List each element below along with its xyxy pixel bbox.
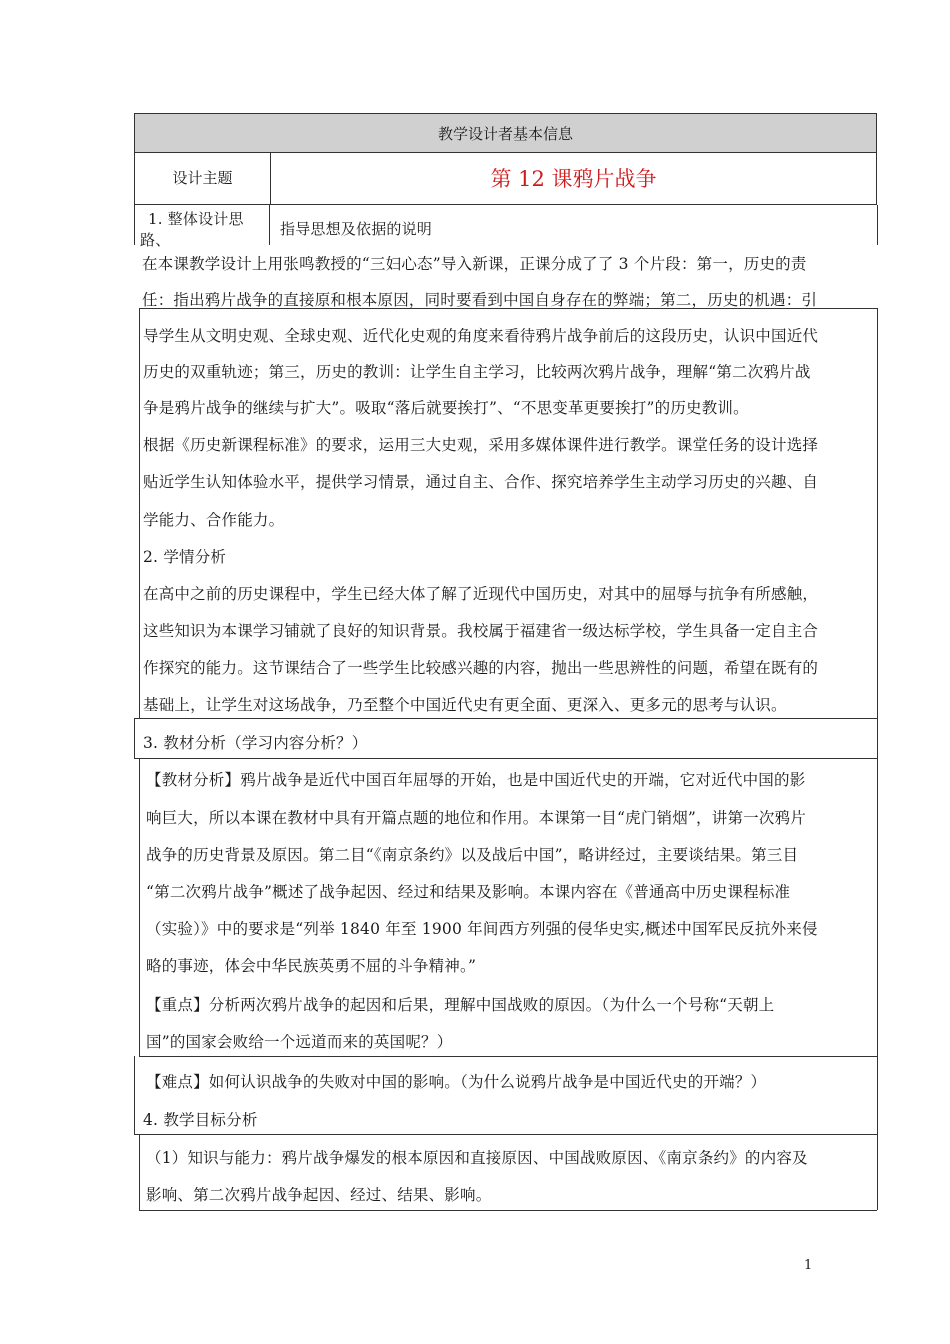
section2-heading: 2. 学情分析	[143, 548, 227, 566]
border-right-5	[877, 1134, 878, 1210]
section1-line: 学能力、合作能力。	[143, 511, 285, 529]
section3-line: 【难点】如何认识战争的失败对中国的影响。（为什么说鸦片战争是中国近代史的开端？）	[146, 1073, 767, 1091]
border-h5	[134, 1134, 877, 1135]
border-left-5	[139, 1134, 140, 1210]
border-h3	[134, 758, 877, 759]
design-theme-label: 设计主题	[172, 169, 233, 187]
section3-line: 响巨大，所以本课在教材中具有开篇点题的地位和作用。本课第一目“虎门销烟”，讲第一次鸦片	[146, 809, 806, 827]
border-left-1	[139, 308, 140, 718]
border-right-1	[877, 308, 878, 718]
section4-line: 影响、第二次鸦片战争起因、经过、结果、影响。	[146, 1186, 492, 1204]
section1-line: 根据《历史新课程标准》的要求，运用三大史观，采用多媒体课件进行教学。课堂任务的设计选择	[143, 436, 819, 454]
border-h6	[139, 1210, 877, 1211]
section1-line: 争是鸦片战争的继续与扩大”。吸取“落后就要挨打”、“不思变革更要挨打”的历史教训。	[143, 399, 749, 417]
table-header	[134, 113, 877, 153]
section1-subtitle: 指导思想及依据的说明	[280, 220, 433, 238]
design-theme-row	[134, 153, 877, 205]
border-right-3	[877, 758, 878, 1056]
section2-line: 这些知识为本课学习铺就了良好的知识背景。我校属于福建省一级达标学校，学生具备一定自主合	[143, 622, 819, 640]
section3-line: 战争的历史背景及原因。第二目“《南京条约》以及战后中国”，略讲经过，主要谈结果。第三目	[146, 846, 799, 864]
section4-heading: 4. 教学目标分析	[143, 1111, 258, 1129]
border-left-top	[134, 205, 135, 245]
section3-line: 国”的国家会败给一个远道而来的英国呢？）	[146, 1033, 453, 1051]
section1-line: 在本课教学设计上用张鸣教授的“三妇心态”导入新课，正课分成了了 3 个片段：第一，历史的责	[142, 255, 807, 273]
section1-line: 任：指出鸦片战争的直接原和根本原因，同时要看到中国自身存在的弊端；第二，历史的机遇：引	[142, 291, 818, 309]
border-h4	[139, 1056, 877, 1057]
border-left-3	[139, 758, 140, 1056]
section1-line: 贴近学生认知体验水平，提供学习情景，通过自主、合作、探究培养学生主动学习历史的兴趣、自	[143, 473, 819, 491]
border-right-2	[877, 718, 878, 758]
section3-line: 【教材分析】鸦片战争是近代中国百年屈辱的开始，也是中国近代史的开端，它对近代中国的影	[146, 771, 806, 789]
section2-line: 基础上，让学生对这场战争，乃至整个中国近代史有更全面、更深入、更多元的思考与认识。	[143, 696, 787, 714]
page-number: 1	[804, 1258, 813, 1273]
header-title: 教学设计者基本信息	[437, 125, 573, 143]
border-inner-top	[269, 205, 270, 245]
border-right-4	[877, 1056, 878, 1134]
border-left-2	[134, 718, 135, 758]
section3-line: 略的事迹，体会中华民族英勇不屈的斗争精神。”	[146, 957, 477, 975]
section4-line: （1）知识与能力：鸦片战争爆发的根本原因和直接原因、中国战败原因、《南京条约》的内容及	[146, 1149, 808, 1167]
border-h2	[134, 718, 877, 719]
section3-line: （实验）》中的要求是“列举 1840 年至 1900 年间西方列强的侵华史实,概述中国军民反抗外来侵	[146, 920, 818, 938]
section1-line: 导学生从文明史观、全球史观、近代化史观的角度来看待鸦片战争前后的这段历史，认识中国近代	[143, 327, 819, 345]
section2-line: 在高中之前的历史课程中，学生已经大体了解了近现代中国历史，对其中的屈辱与抗争有所感触，	[143, 585, 819, 603]
section3-heading: 3. 教材分析（学习内容分析？）	[143, 734, 368, 752]
border-left-4	[134, 1056, 135, 1134]
section1-line: 历史的双重轨迹；第三，历史的教训：让学生自主学习，比较两次鸦片战争，理解“第二次鸦片战	[143, 363, 811, 381]
lesson-title: 第 12 课鸦片战争	[490, 167, 657, 191]
section3-line: 【重点】分析两次鸦片战争的起因和后果，理解中国战败的原因。（为什么一个号称“天朝上	[146, 996, 775, 1014]
section3-line: “第二次鸦片战争”概述了战争起因、经过和结果及影响。本课内容在《普通高中历史课程标准	[146, 883, 791, 901]
section1-label-line2: 路、	[140, 231, 171, 249]
section2-line: 作探究的能力。这节课结合了一些学生比较感兴趣的内容，抛出一些思辨性的问题，希望在既有的	[143, 659, 819, 677]
border-right-top	[877, 205, 878, 245]
section1-label-line1: 1. 整体设计思	[148, 210, 244, 228]
